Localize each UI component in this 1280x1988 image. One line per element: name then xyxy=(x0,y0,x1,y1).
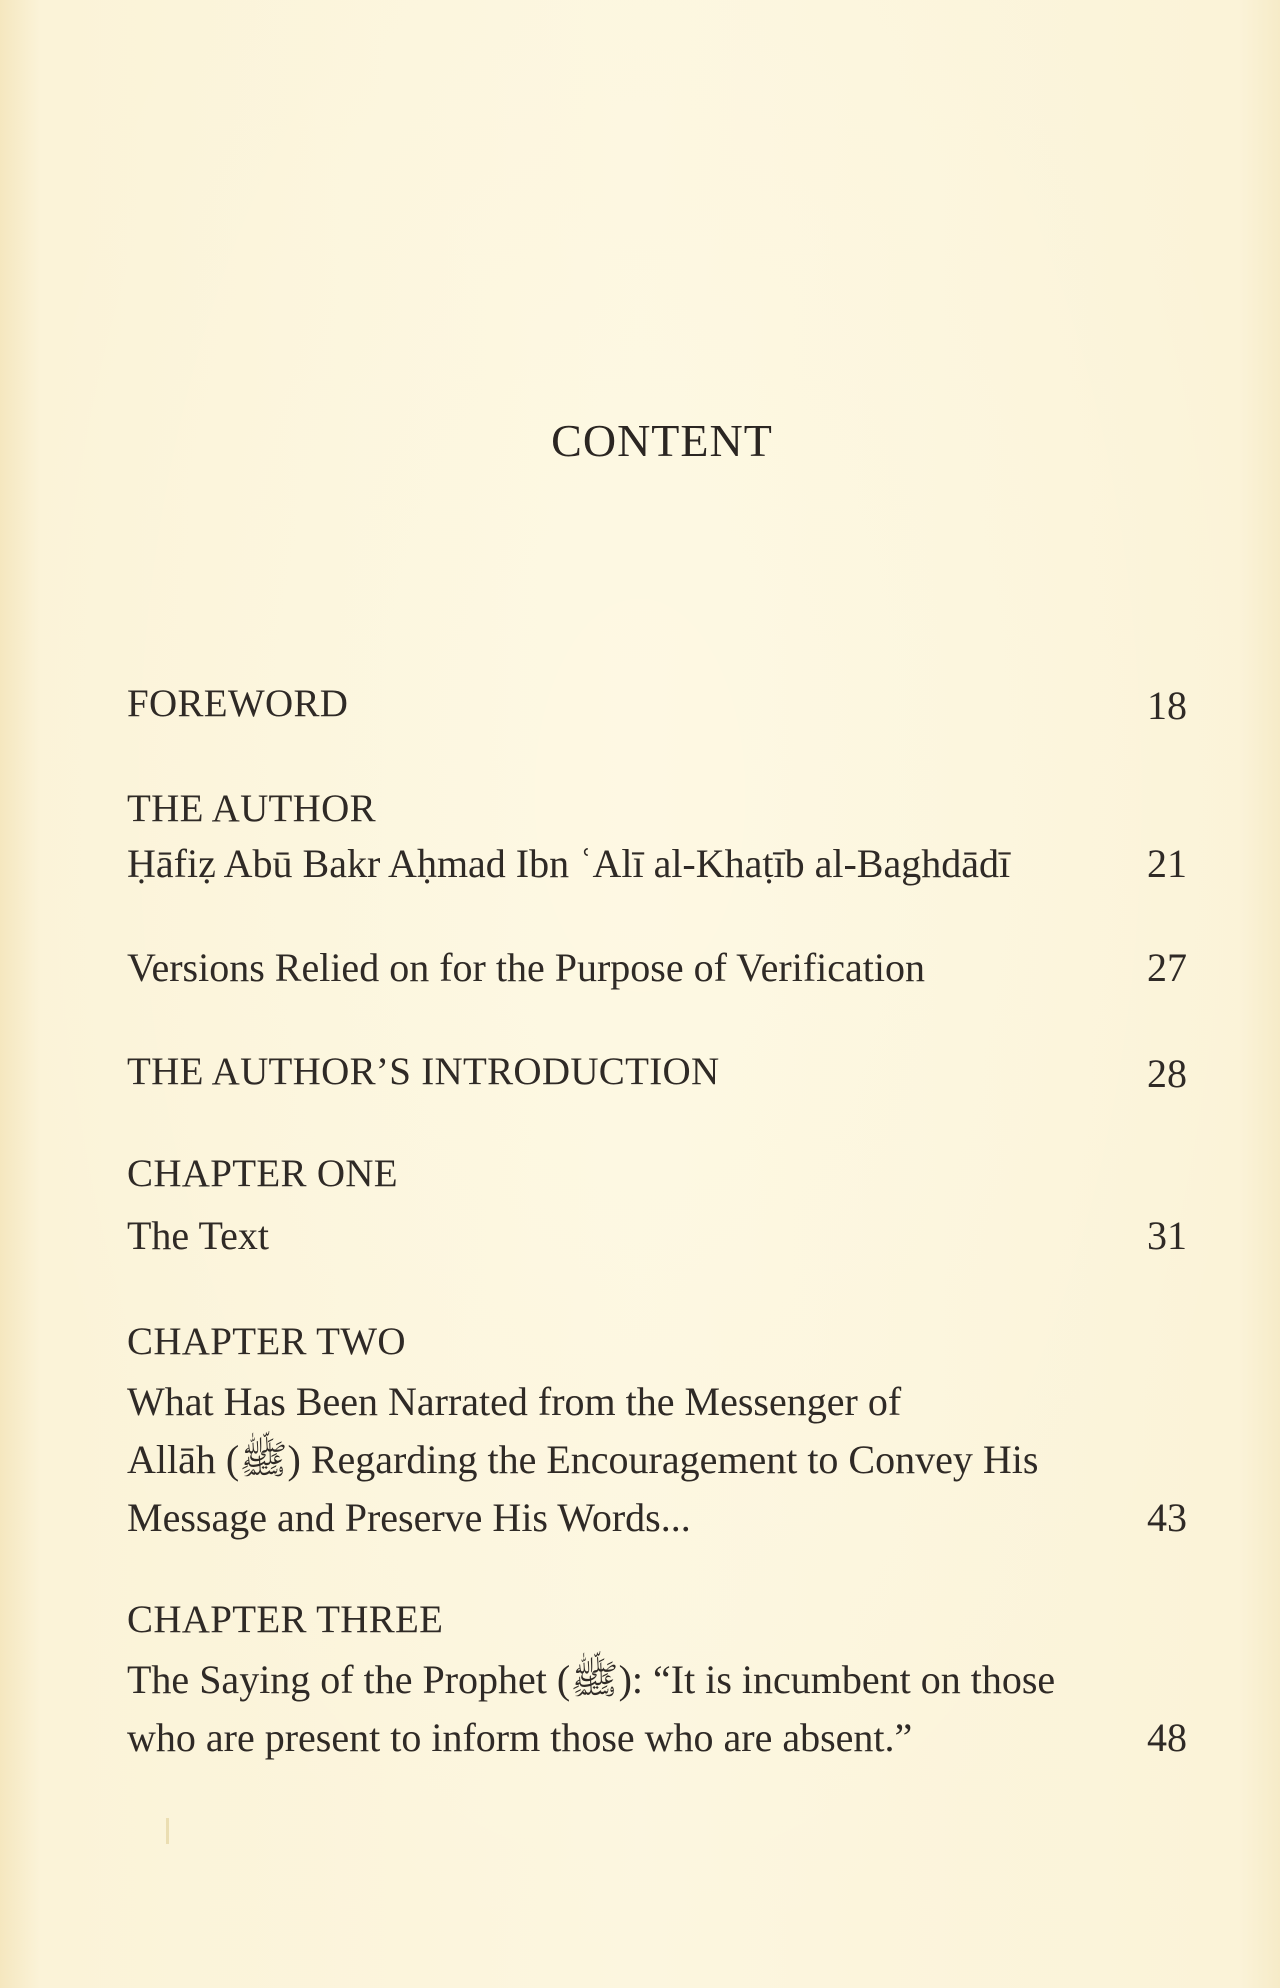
paper-speck xyxy=(166,1818,169,1844)
toc-heading-foreword: FOREWORD xyxy=(127,682,349,725)
toc-entry-text: Versions Relied on for the Purpose of Verification xyxy=(127,945,925,990)
toc-heading-introduction: THE AUTHOR’S INTRODUCTION xyxy=(127,1050,720,1093)
toc-heading-author: THE AUTHOR xyxy=(127,787,376,830)
toc-page-number: 21 xyxy=(1147,841,1187,886)
toc-entry-chapter-two-line-3 xyxy=(127,1494,1187,1542)
toc-page-number: 28 xyxy=(1147,1051,1187,1096)
toc-entry-text: The Text xyxy=(127,1213,269,1258)
toc-entry-chapter-three-line-1: The Saying of the Prophet (ﷺ): “It is incumbent on those xyxy=(127,1657,1056,1702)
toc-entry-chapter-two-line-1: What Has Been Narrated from the Messenger of xyxy=(127,1379,902,1424)
toc-page-number: 18 xyxy=(1147,683,1187,728)
toc-entry-versions xyxy=(127,944,1187,992)
page-title: CONTENT xyxy=(551,415,773,466)
toc-page-number: 43 xyxy=(1147,1495,1187,1540)
toc-page-number: 31 xyxy=(1147,1213,1187,1258)
toc-entry-text: who are present to inform those who are absent.” xyxy=(127,1715,913,1760)
toc-entry-author xyxy=(127,840,1187,888)
toc-entry-chapter-one xyxy=(127,1212,1187,1260)
toc-heading-chapter-two: CHAPTER TWO xyxy=(127,1320,406,1363)
toc-entry-chapter-three-line-2 xyxy=(127,1714,1187,1762)
toc-page-number: 48 xyxy=(1147,1715,1187,1760)
toc-entry-text: Ḥāfiẓ Abū Bakr Aḥmad Ibn ʿAlī al-Khaṭīb al-Baghdādī xyxy=(127,841,1011,886)
toc-page-number: 27 xyxy=(1147,945,1187,990)
toc-entry-text: Message and Preserve His Words... xyxy=(127,1495,691,1540)
toc-entry-chapter-two-line-2: Allāh (ﷺ) Regarding the Encouragement to Convey His xyxy=(127,1437,1039,1482)
toc-heading-chapter-three: CHAPTER THREE xyxy=(127,1598,444,1641)
toc-heading-chapter-one: CHAPTER ONE xyxy=(127,1152,398,1195)
